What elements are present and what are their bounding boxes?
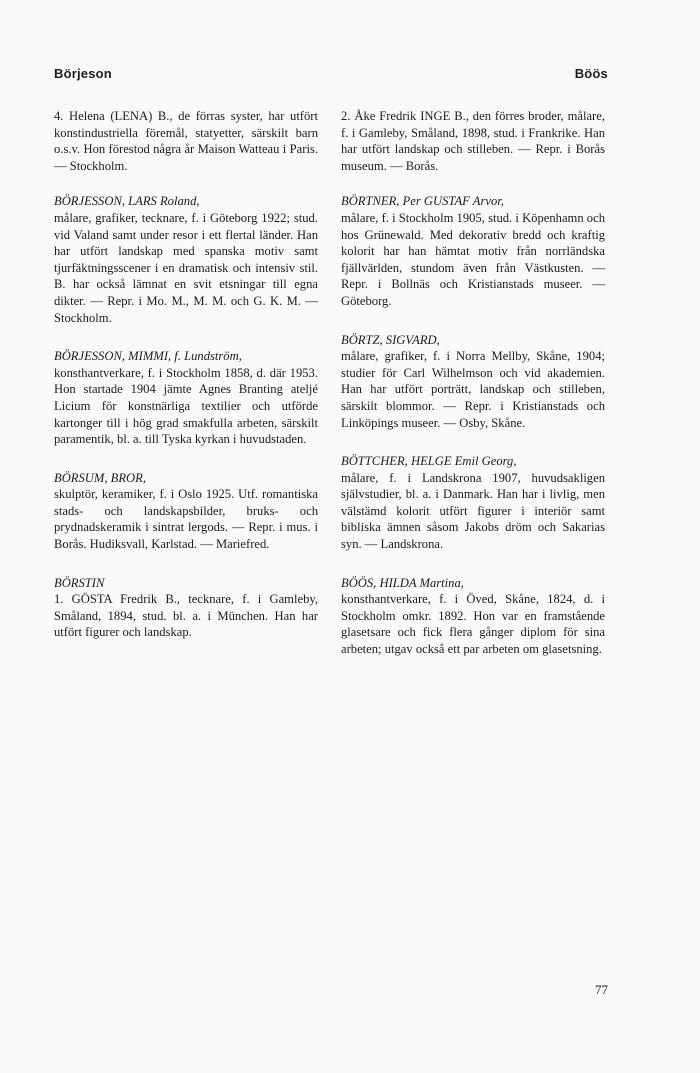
running-header-left: Börjeson [54,66,112,81]
entry-text: 1. GÖSTA Fredrik B., tecknare, f. i Gamleby, Småland, 1894, stud. bl. a. i München. Han har utfört figurer och landskap. [54,592,318,640]
right-column [341,108,605,680]
page-number: 77 [595,982,608,997]
entry-text: målare, grafiker, tecknare, f. i Göteborg 1922; stud. vid Valand samt under resor i ett flertal länder. Han har utfört landskap med spanska motiv samt tjurfäktningsscener i en dramatisk och intensiv stil. B. har också lämnat en svit etsningar till egna dikter. — Repr. i Mo. M., M. M. och G. K. M. — Stockholm. [54,210,318,325]
entry-title: BÖRTNER, Per GUSTAF Arvor, [341,194,504,209]
entry-title: BÖÖS, HILDA Martina, [341,575,464,590]
entry-title: BÖRJESSON, LARS Roland, [54,194,200,209]
entry-title: BÖRJESSON, MIMMI, f. Lundström, [54,349,242,364]
entry-title: BÖRSTIN [54,575,105,590]
running-header-right: Böös [574,66,608,81]
entry-hilda-boos [341,575,605,658]
entry-text: målare, grafiker, f. i Norra Mellby, Skåne, 1904; studier för Carl Wilhelmson och vid akademien. Han har utfört porträtt, landskap och stilleben, särskilt blommor. — Repr. i Kristianstads och Linköpings museer. — Osby, Skåne. [341,349,605,430]
entry-gustaf-bortner [341,193,605,309]
entry-inge-borstin [341,108,605,174]
entry-title: BÖTTCHER, HELGE Emil Georg, [341,454,517,469]
entry-borstin [54,575,318,641]
entry-text: målare, f. i Stockholm 1905, stud. i Köpenhamn och hos Grünewald. Med dekorativ bredd och kraftig kolorit har han hämtat motiv från norrländska fjällvärlden, stundom även från Västkusten. — Repr. i Bollnäs och Kristianstads museer. — Göteborg. [341,210,605,308]
entry-text: konsthantverkare, f. i Stockholm 1858, d. där 1953. Hon startade 1904 jämte Agnes Branting ateljé Licium för konstnärliga textilier och utförde kartonger till i hög grad smakfulla arbeten, särskilt paramentik, bl. a. till Tyska kyrkan i huvudstaden. [54,365,318,447]
entry-text: 4. Helena (LENA) B., de förras syster, har utfört konstindustriella föremål, statyetter, särskilt barn o.s.v. Hon förestod några år Maison Watteau i Paris. — Stockholm. [54,109,318,173]
entry-title: BÖRSUM, BROR, [54,470,146,485]
entry-text: 2. Åke Fredrik INGE B., den förres broder, målare, f. i Gamleby, Småland, 1898, stud. i Frankrike. Han har utfört landskap och stilleben. — Repr. i Borås museum. — Borås. [341,109,605,173]
entry-lars-borjesson [54,193,318,326]
entry-text: målare, f. i Landskrona 1907, huvudsakligen självstudier, bl. a. i Danmark. Han har i livlig, men välstämd kolorit utfört figurer i interiör samt bibliska ämnen såsom Jakobs dröm och Sakarias syn. — Landskrona. [341,470,605,552]
entry-text: skulptör, keramiker, f. i Oslo 1925. Utf. romantiska stads- och landskapsbilder, bruks- och prydnadskeramik i sintrat lergods. — Repr. i mus. i Borås. Hudiksvall, Karlstad. — Mariefred. [54,487,318,552]
entry-helena-borjeson [54,108,318,174]
entry-bror-borsum [54,470,318,553]
entry-title: BÖRTZ, SIGVARD, [341,332,440,347]
entry-helge-bottcher [341,453,605,553]
left-column [54,108,318,663]
entry-mimmi-borjesson [54,348,318,448]
entry-text: konsthantverkare, f. i Öved, Skåne, 1824, d. i Stockholm omkr. 1892. Hon var en framstående glasetsare och fick flera gånger diplom för sina arbeten; utgav också ett par arbeten om glasetsning. [341,592,605,657]
entry-sigvard-bortz [341,332,605,432]
